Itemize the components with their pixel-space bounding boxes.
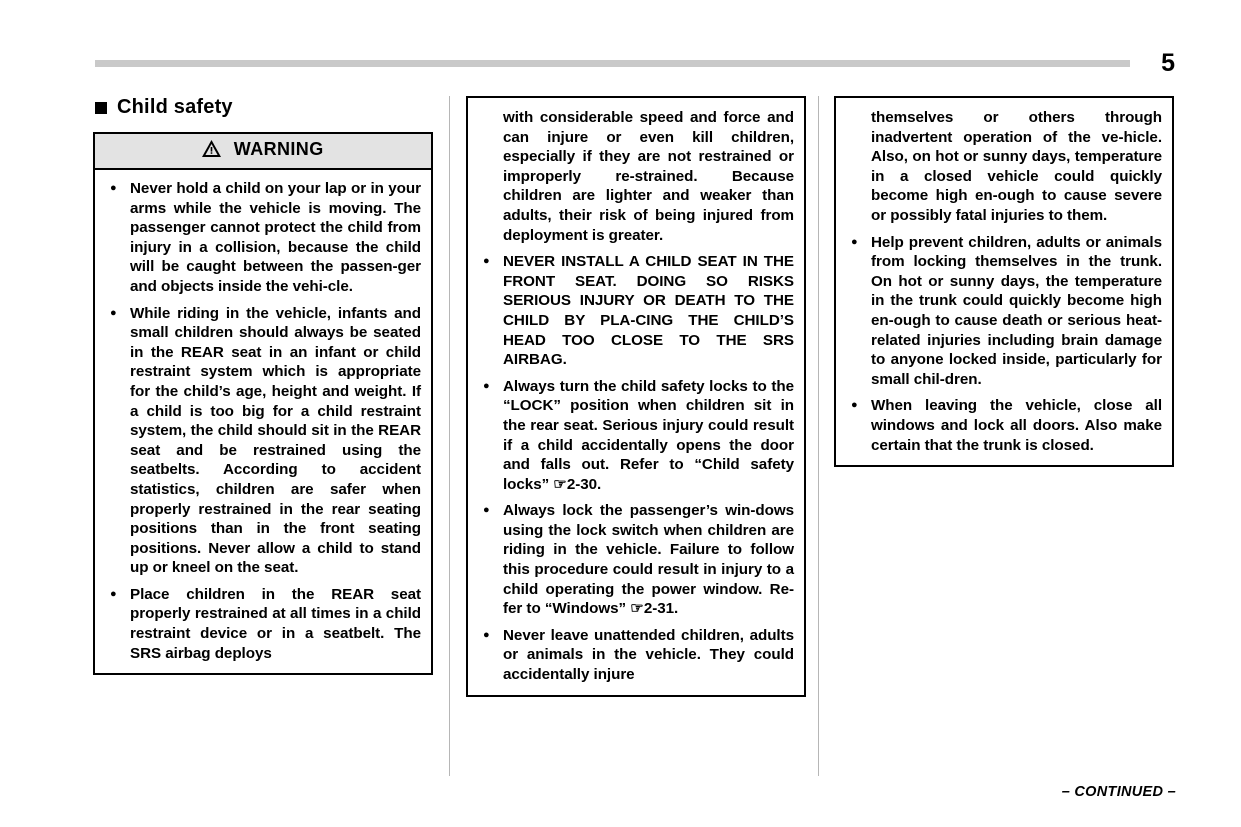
- square-bullet-icon: [95, 102, 107, 114]
- list-item: ● Always turn the child safety locks to the “LOCK” position when children sit in the rear seat. Serious injury could result if a child accidentally opens the door and falls out. Refer to “Child safety locks” ☞2-30.: [476, 377, 794, 495]
- section-title-label: Child safety: [117, 96, 233, 118]
- content-columns: [93, 96, 1178, 776]
- header-rule: [95, 60, 1130, 67]
- continued-footer: – CONTINUED –: [1061, 784, 1176, 800]
- list-item: ● When leaving the vehicle, close all windows and lock all doors. Also make certain that the trunk is closed.: [844, 396, 1162, 455]
- warning-header: [95, 134, 431, 170]
- warning-list-continued-2: [476, 252, 794, 684]
- list-item: ● Help prevent children, adults or animals from locking themselves in the trunk. On hot or sunny days, the temperature in the trunk could quickly become high en-ough to cause death or serious heat-related injuries including brain damage to anyone locked inside, particularly for small chil-dren.: [844, 233, 1162, 390]
- warning-triangle-icon: [202, 140, 221, 162]
- list-item: ● NEVER INSTALL A CHILD SEAT IN THE FRONT SEAT. DOING SO RISKS SERIOUS INJURY OR DEATH TO THE CHILD BY PLA-CING THE CHILD’S HEAD TOO CLOSE TO THE SRS AIRBAG.: [476, 252, 794, 370]
- warning-continuation-box-2: [466, 96, 806, 697]
- warning-body: [95, 170, 431, 673]
- column-2: [466, 96, 806, 697]
- warning-label: WARNING: [233, 139, 324, 159]
- list-item: ● Never hold a child on your lap or in your arms while the vehicle is moving. The passenger cannot protect the child from injury in a collision, because the child will be caught between the passen-ger and objects inside the vehi-cle.: [103, 179, 421, 297]
- column-3: [834, 96, 1174, 467]
- column-divider-1: [449, 96, 450, 776]
- column-divider-2: [818, 96, 819, 776]
- list-item: ● Always lock the passenger’s win-dows using the lock switch when children are riding in the vehicle. Failure to follow this procedure could result in injury to a child operating the power window. Re-fer to “Windows” ☞2-31.: [476, 501, 794, 619]
- warning-continuation-box-3: [834, 96, 1174, 467]
- warning-list-continued-3: [844, 233, 1162, 456]
- page-header: [95, 50, 1175, 76]
- warning-box: [93, 132, 433, 675]
- page-number: 5: [1161, 49, 1175, 77]
- list-item: ● Never leave unattended children, adults or animals in the vehicle. They could accidentally injure: [476, 626, 794, 685]
- continued-paragraph: themselves or others through inadvertent operation of the ve-hicle. Also, on hot or sunny days, temperature in a closed vehicle could quickly become high en-ough to cause severe or possibly fatal injuries to them.: [871, 109, 1162, 224]
- warning-list: [103, 179, 421, 663]
- list-item: ● While riding in the vehicle, infants and small children should always be seated in the REAR seat in an infant or child restraint system which is appropriate for the child’s age, height and weight. If a child is too big for a child restraint system, the child should sit in the REAR seat and be restrained using the seatbelts. According to accident statistics, children are safer when properly restrained in the rear seating positions than in the front seating positions. Never allow a child to stand up or kneel on the seat.: [103, 304, 421, 578]
- column-1: [93, 96, 433, 675]
- page-title: [95, 96, 433, 119]
- continued-paragraph: with considerable speed and force and can injure or even kill children, especially if they are not restrained or improperly re-strained. Because children are lighter and weaker than adults, their risk of being injured from deployment is greater.: [503, 109, 794, 244]
- list-item: ● Place children in the REAR seat properly restrained at all times in a child restraint device or in a seatbelt. The SRS airbag deploys: [103, 585, 421, 663]
